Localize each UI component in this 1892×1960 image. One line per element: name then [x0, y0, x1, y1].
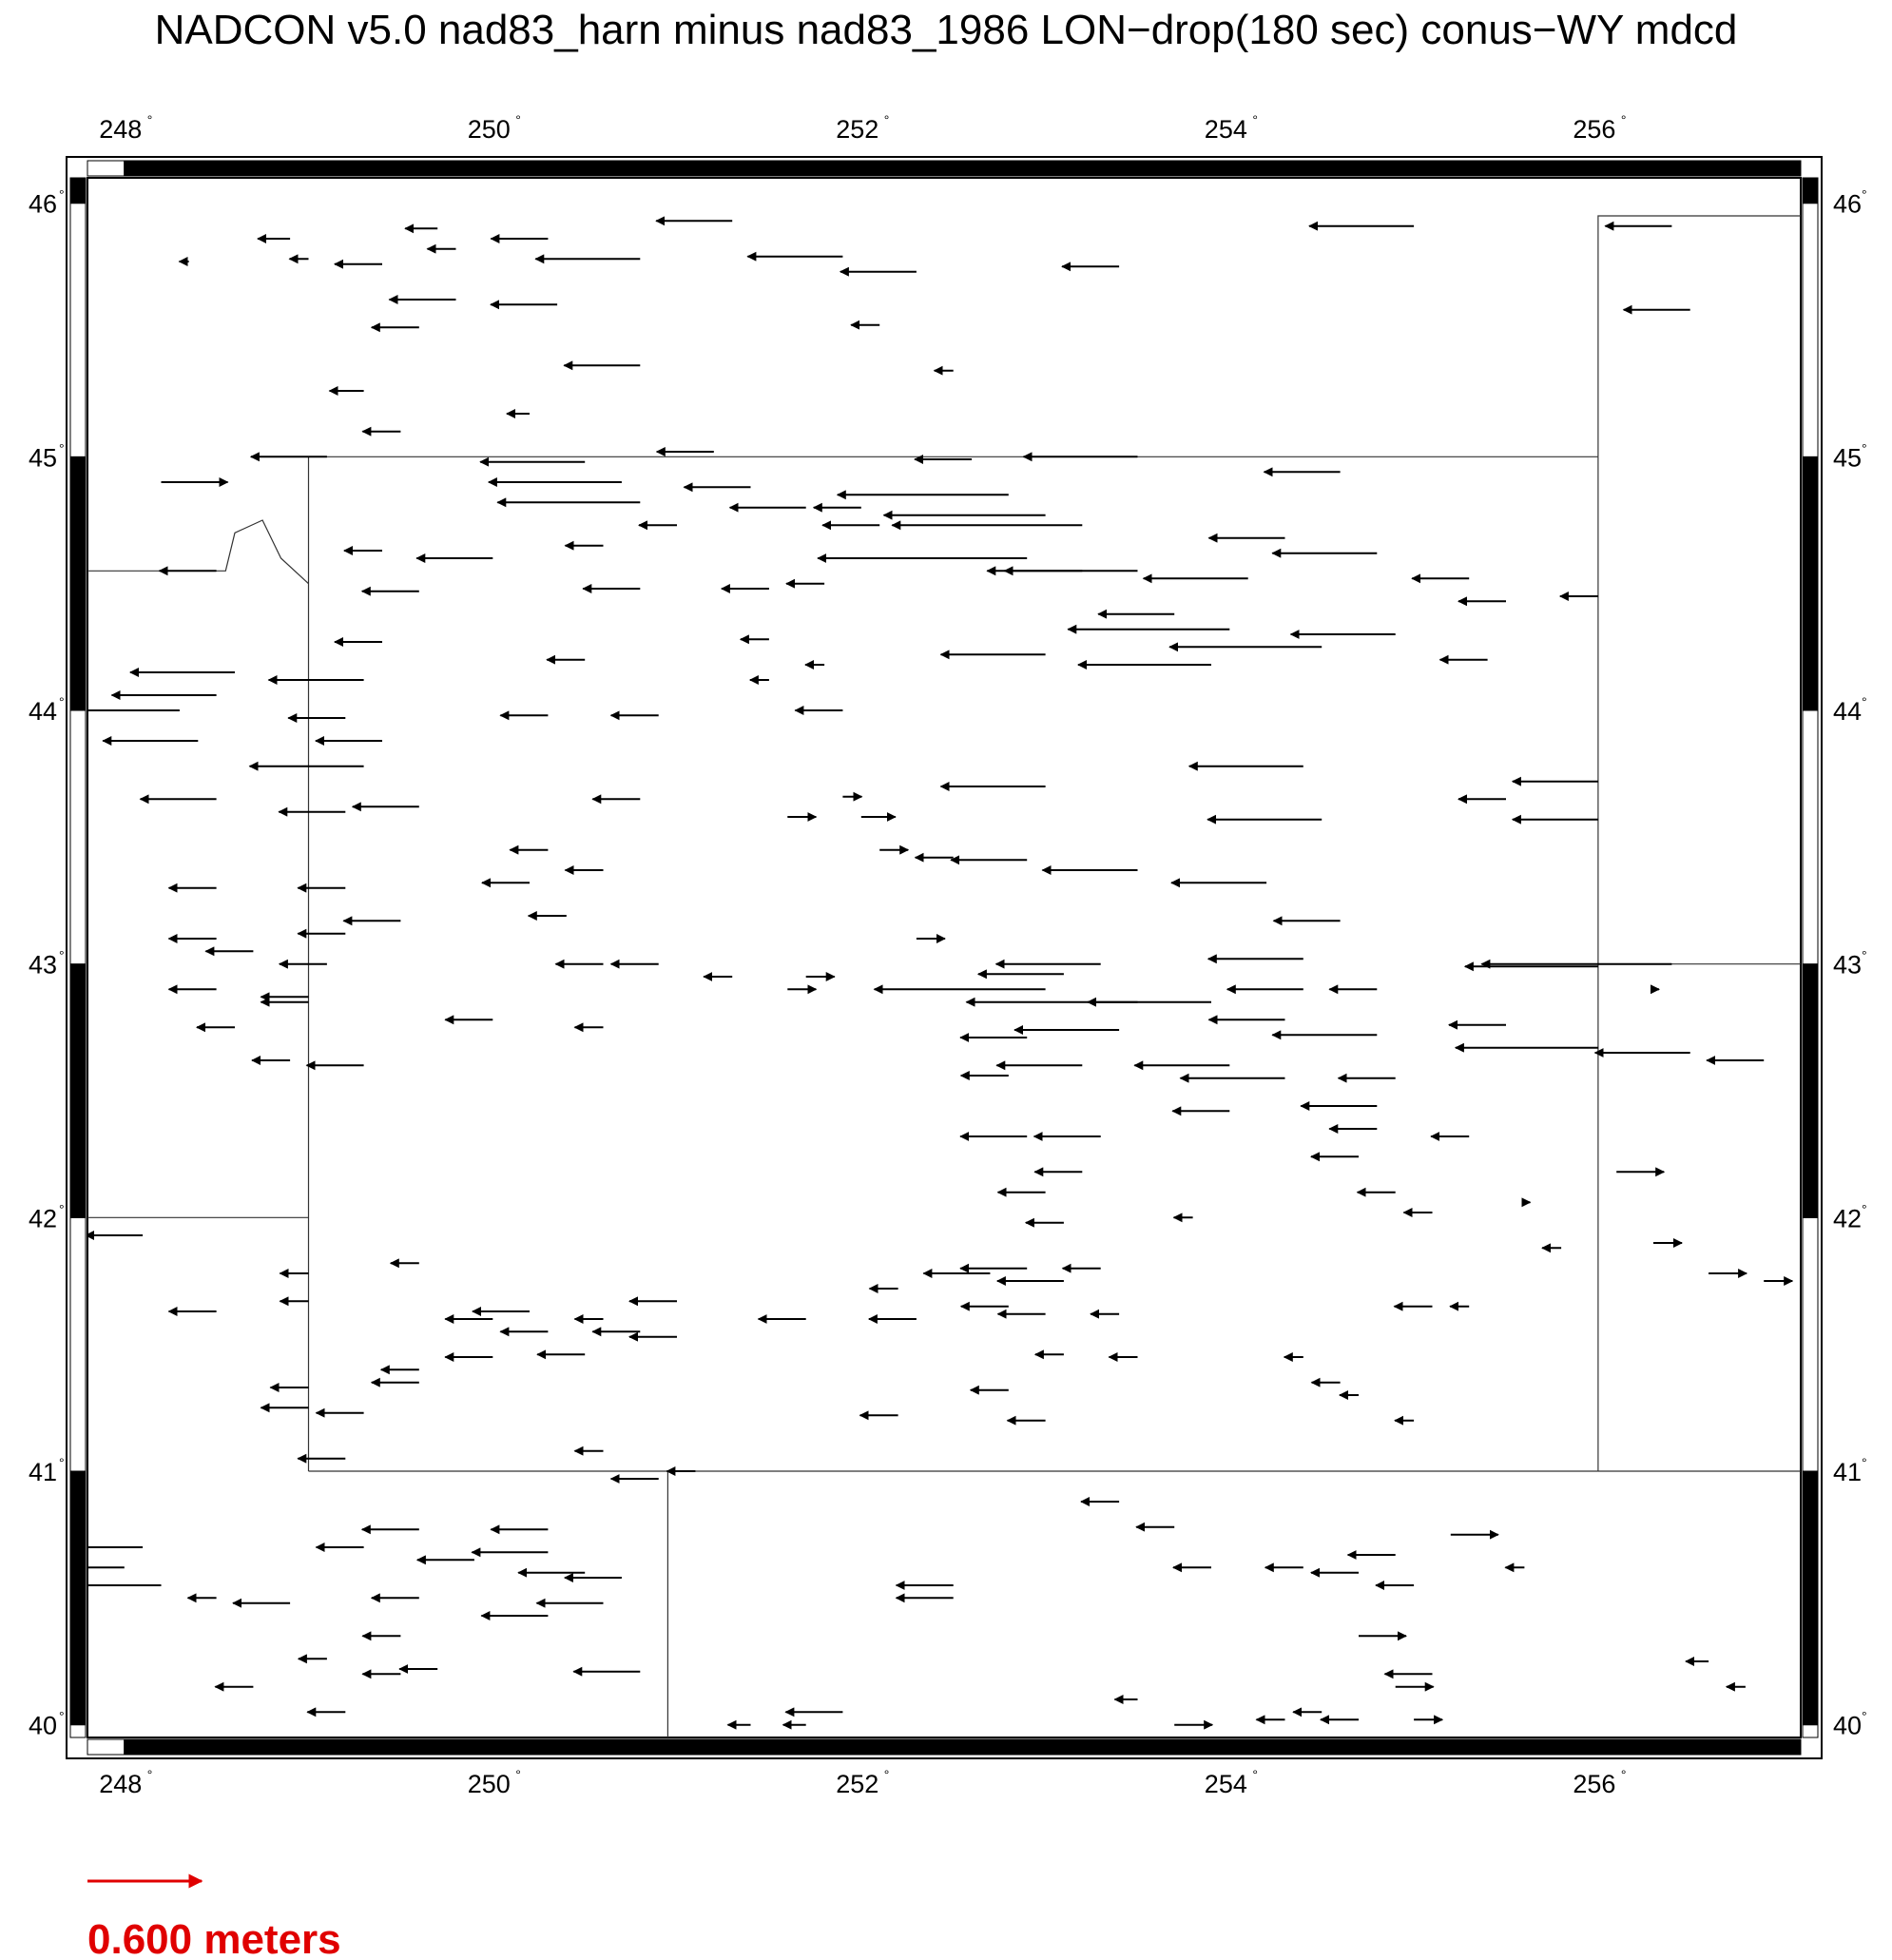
degree-mark: ° [515, 112, 521, 127]
degree-mark: ° [1862, 947, 1867, 963]
lat-tick-label-left: 43 [28, 950, 57, 980]
frame-band-right [1803, 204, 1818, 457]
lat-tick-label-right: 41 [1833, 1458, 1863, 1486]
frame-band-bottom [492, 1739, 861, 1755]
frame-band-left [70, 1471, 86, 1725]
frame-band-left [70, 710, 86, 964]
lon-tick-label-bottom: 248 [99, 1770, 143, 1798]
map-title: NADCON v5.0 nad83_harn minus nad83_1986 LON−drop(180 sec) conus−WY mdcd [154, 7, 1738, 53]
degree-mark: ° [883, 1767, 890, 1782]
degree-mark: ° [59, 947, 65, 963]
degree-mark: ° [1862, 1708, 1867, 1724]
lat-tick-label-left: 46 [28, 189, 57, 219]
frame-band-right [1803, 1471, 1818, 1725]
frame-band-top [861, 161, 1230, 176]
degree-mark: ° [1252, 112, 1258, 127]
frame-band-left [70, 204, 86, 457]
frame-band-right [1803, 1217, 1818, 1471]
lon-tick-label-top: 256 [1573, 115, 1616, 144]
frame-band-right [1803, 178, 1818, 204]
degree-mark: ° [1620, 1767, 1627, 1782]
degree-mark: ° [146, 1767, 153, 1782]
frame-band-left [70, 964, 86, 1218]
degree-mark: ° [1862, 694, 1867, 709]
map-frame [67, 157, 1822, 1758]
degree-mark: ° [1862, 1201, 1867, 1217]
lon-tick-label-bottom: 254 [1204, 1770, 1247, 1798]
frame-band-right [1803, 1725, 1818, 1737]
degree-mark: ° [59, 186, 65, 203]
lat-tick-label-left: 42 [28, 1204, 57, 1233]
degree-mark: ° [146, 112, 153, 127]
frame-band-left [70, 178, 86, 204]
degree-mark: ° [59, 1708, 65, 1724]
lat-tick-label-left: 45 [28, 443, 57, 473]
frame-band-bottom [125, 1739, 493, 1755]
degree-mark: ° [59, 694, 65, 709]
degree-mark: ° [883, 112, 890, 127]
degree-mark: ° [59, 1201, 65, 1217]
lon-tick-label-bottom: 256 [1573, 1770, 1616, 1798]
lon-tick-label-bottom: 250 [467, 1770, 511, 1798]
lat-tick-label-right: 40 [1833, 1711, 1863, 1740]
degree-mark: ° [1620, 112, 1627, 127]
degree-mark: ° [1862, 440, 1867, 456]
lon-tick-label-top: 252 [836, 115, 879, 144]
frame-band-right [1803, 456, 1818, 710]
degree-mark: ° [59, 1455, 65, 1470]
lon-tick-label-top: 248 [99, 115, 143, 144]
frame-band-left [70, 1725, 86, 1737]
lat-tick-label-right: 44 [1833, 697, 1863, 726]
frame-band-top [87, 161, 125, 176]
degree-mark: ° [1862, 186, 1867, 203]
frame-band-left [70, 456, 86, 710]
lon-tick-label-bottom: 252 [836, 1770, 879, 1798]
lat-tick-label-right: 43 [1833, 950, 1863, 980]
scale-label: 0.600 meters [87, 1916, 341, 1960]
scale-legend [87, 1881, 341, 1960]
lat-tick-label-left: 40 [28, 1711, 57, 1740]
degree-mark: ° [515, 1767, 521, 1782]
frame-band-right [1803, 710, 1818, 964]
frame-band-bottom [1229, 1739, 1598, 1755]
lat-tick-label-right: 42 [1833, 1204, 1863, 1233]
frame-band-bottom [861, 1739, 1230, 1755]
frame-band-top [125, 161, 493, 176]
frame-band-top [1598, 161, 1801, 176]
degree-mark: ° [59, 440, 65, 456]
frame-band-bottom [87, 1739, 125, 1755]
degree-mark: ° [1252, 1767, 1258, 1782]
frame-band-top [492, 161, 861, 176]
frame-band-top [1229, 161, 1598, 176]
frame-band-right [1803, 964, 1818, 1218]
lon-tick-label-top: 254 [1204, 115, 1247, 144]
frame-outer [67, 157, 1822, 1758]
frame-band-bottom [1598, 1739, 1801, 1755]
lat-tick-label-right: 45 [1833, 443, 1863, 473]
degree-mark: ° [1862, 1455, 1867, 1470]
frame-band-left [70, 1217, 86, 1471]
lat-tick-label-right: 46 [1833, 189, 1863, 219]
lon-tick-label-top: 250 [467, 115, 511, 144]
lat-tick-label-left: 41 [28, 1458, 57, 1486]
lat-tick-label-left: 44 [28, 697, 57, 726]
